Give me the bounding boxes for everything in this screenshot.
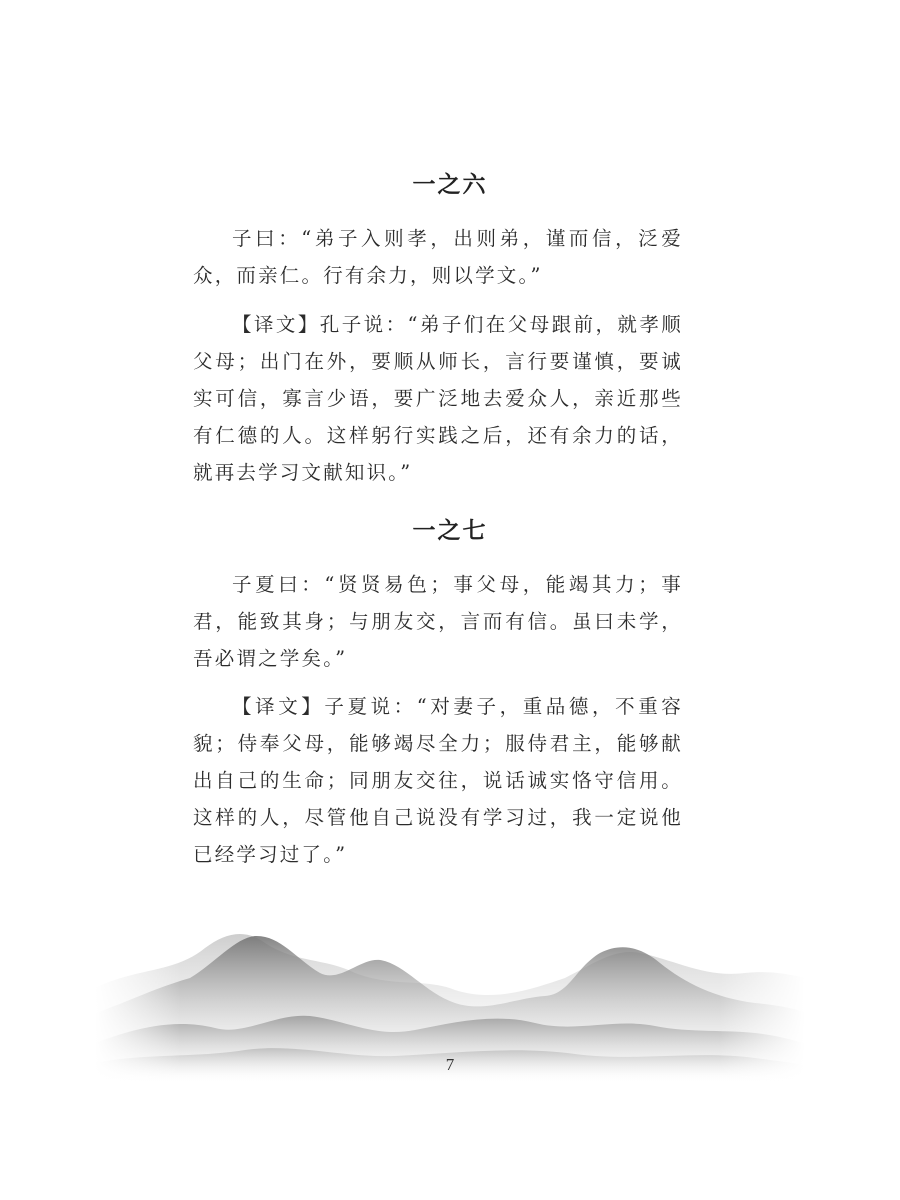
translation-text-1-6: 【译文】孔子说：“弟子们在父母跟前，就孝顺父母；出门在外，要顺从师长，言行要谨慎，要诚实可信，寡言少语，要广泛地去爱众人，亲近那些有仁德的人。这样躬行实践之后，还有余力的话，就再去学习文献知识。”	[193, 313, 683, 484]
page-number: 7	[445, 1055, 455, 1074]
section-title-1-6: 一之六	[412, 171, 488, 198]
translation-text-1-7: 【译文】子夏说：“对妻子，重品德，不重容貌；侍奉父母，能够竭尽全力；服侍君主，能够献出自己的生命；同朋友交往，说话诚实恪守信用。这样的人，尽管他自己说没有学习过，我一定说他已经学习过了。”	[193, 695, 683, 866]
section-title-1-7: 一之七	[412, 517, 488, 544]
original-text-1-7: 子夏曰：“贤贤易色；事父母，能竭其力；事君，能致其身；与朋友交，言而有信。虽曰未学，吾必谓之学矣。”	[193, 573, 683, 670]
original-text-1-6: 子曰：“弟子入则孝，出则弟，谨而信，泛爱众，而亲仁。行有余力，则以学文。”	[193, 227, 683, 287]
